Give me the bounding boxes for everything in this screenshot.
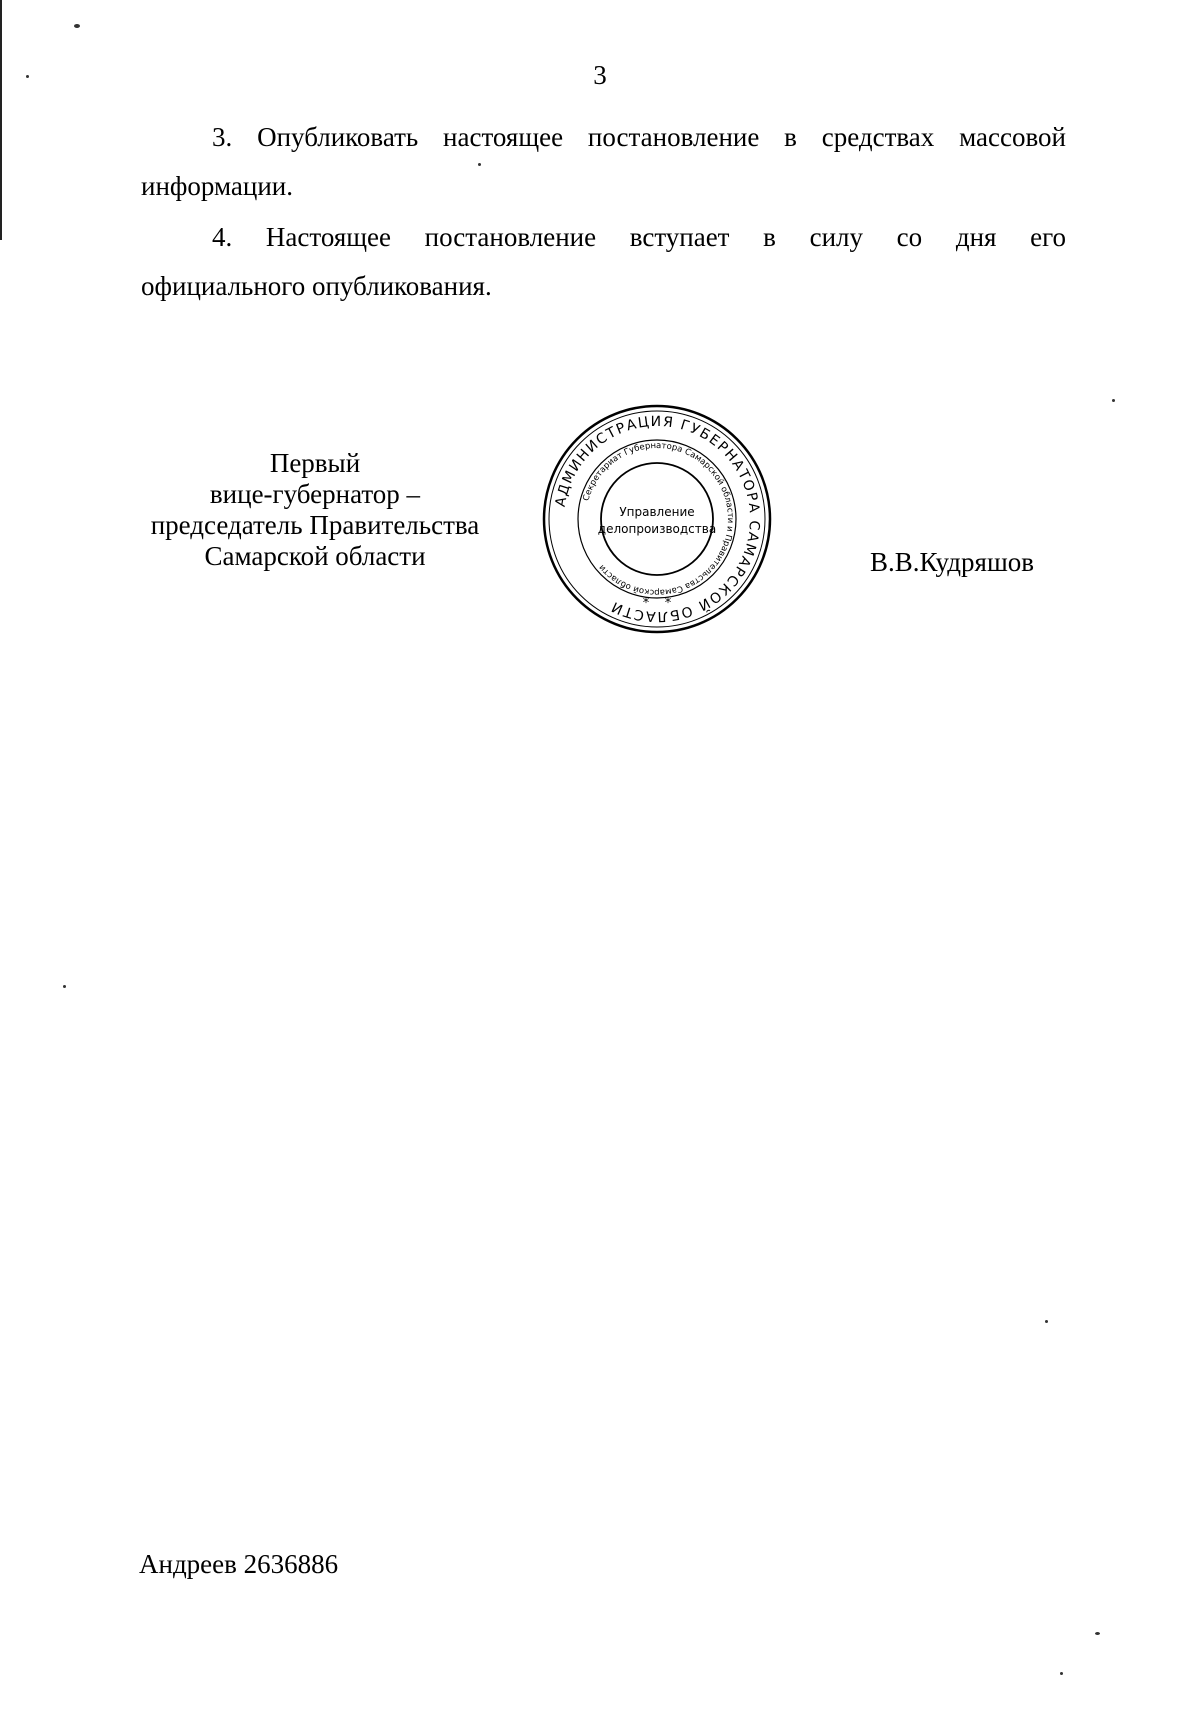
scan-speck [1112, 399, 1115, 402]
paragraph-4-first-line: 4. Настоящее постановление вступает в силу со дня его [212, 222, 1066, 252]
paragraph-4 [141, 213, 1066, 311]
paragraph-4-rest: официального опубликования. [141, 271, 492, 301]
page-number: 3 [593, 60, 607, 90]
scan-margin-line [0, 0, 2, 240]
seal-star-icon: * [664, 596, 672, 611]
paragraph-3 [141, 113, 1066, 211]
seal-inner-text: Секретариат Губернатора Самарской области и Правительства Самарской области [581, 440, 736, 598]
signer-line-3: председатель Правительства [150, 510, 480, 540]
seal-graphic [540, 402, 774, 636]
scan-speck [1045, 1320, 1048, 1323]
seal-outer-text: АДМИНИСТРАЦИЯ ГУБЕРНАТОРА САМАРСКОЙ ОБЛАСТИ [552, 413, 763, 625]
scan-speck [74, 24, 80, 28]
signatory-name: В.В.Кудряшов [870, 547, 1034, 577]
official-seal [540, 402, 774, 636]
seal-star-icon: * [642, 596, 650, 611]
signer-line-4: Самарской области [204, 541, 426, 571]
seal-inner-ring [601, 463, 713, 575]
scan-speck [63, 985, 66, 988]
signer-line-2: вице-губернатор – [209, 479, 421, 509]
scan-speck [1060, 1672, 1063, 1675]
executor-contact: Андреев 2636886 [139, 1549, 339, 1579]
paragraph-3-first-line: 3. Опубликовать настоящее постановление в средствах массовой [212, 122, 1066, 152]
paragraph-3-rest: информации. [141, 171, 293, 201]
signer-line-1: Первый [269, 448, 361, 478]
seal-center-line-2: делопроизводства [597, 522, 717, 536]
signer-title [130, 448, 500, 572]
scan-speck [1095, 1632, 1100, 1635]
seal-center-line-1: Управление [619, 505, 695, 519]
